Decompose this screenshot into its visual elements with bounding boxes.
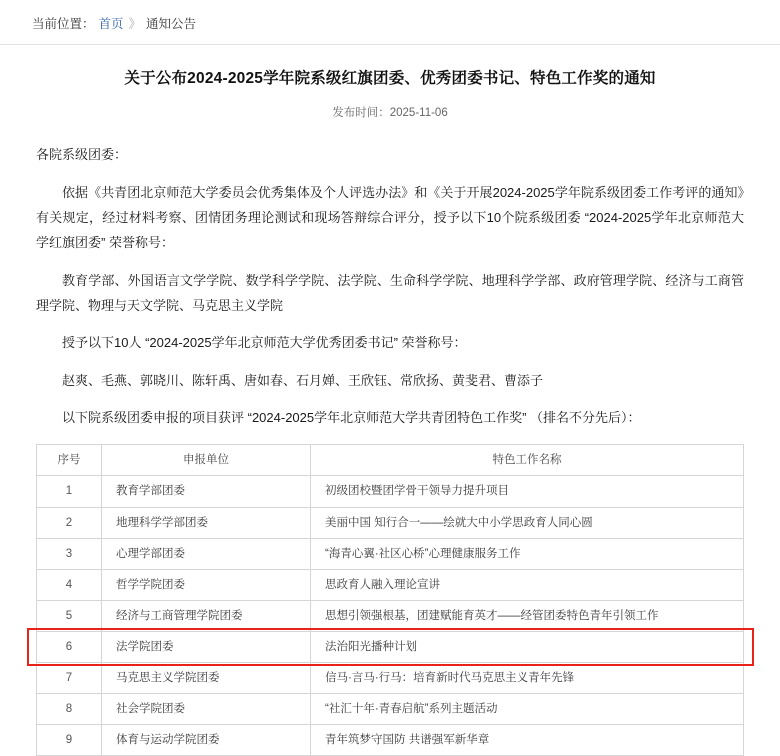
cell-project: 思政育人融入理论宣讲 — [311, 569, 744, 600]
paragraph-4: 赵爽、毛燕、郭晓川、陈轩禹、唐如春、石月婵、王欣钰、常欣扬、黄斐君、曹添子 — [62, 372, 544, 388]
cell-project: 信马·言马·行马：培育新时代马克思主义青年先锋 — [311, 663, 744, 694]
cell-project: “社汇十年·青春启航”系列主题活动 — [311, 694, 744, 725]
cell-index: 6 — [37, 631, 102, 662]
paragraph-3: 授予以下10人 “2024-2025学年北京师范大学优秀团委书记” 荣誉称号： — [62, 335, 467, 351]
cell-index: 8 — [37, 694, 102, 725]
cell-project: 法治阳光播种计划 — [311, 631, 744, 662]
table-header-row — [37, 445, 744, 476]
table-row — [37, 725, 744, 756]
table-row — [37, 476, 744, 507]
table-row-highlighted — [37, 631, 744, 662]
breadcrumb-separator: 》 — [128, 17, 142, 31]
cell-project: “海青心翼·社区心桥”心理健康服务工作 — [311, 538, 744, 569]
cell-unit: 地理科学学部团委 — [102, 507, 311, 538]
paragraph-1: 依据《共青团北京师范大学委员会优秀集体及个人评选办法》和《关于开展2024-2025学年院系级团委工作考评的通知》有关规定，经过材料考察、团情团务理论测试和现场答辩综合评分，授予以下10个院系级团委 “2024-2025学年北京师范大学红旗团委” 荣誉称号： — [36, 184, 744, 251]
table-header-unit: 申报单位 — [102, 445, 311, 476]
table-row — [37, 507, 744, 538]
cell-unit: 哲学学院团委 — [102, 569, 311, 600]
paragraph-2: 教育学部、外国语言文学学院、数学科学学院、法学院、生命科学学院、地理科学学部、政府管理学院、经济与工商管理学院、物理与天文学院、马克思主义学院 — [36, 272, 744, 313]
table-row — [37, 569, 744, 600]
breadcrumb-link-home[interactable]: 首页 — [98, 17, 124, 31]
cell-unit: 体育与运动学院团委 — [102, 725, 311, 756]
cell-index: 7 — [37, 663, 102, 694]
cell-index: 5 — [37, 600, 102, 631]
cell-project: 初级团校暨团学骨干领导力提升项目 — [311, 476, 744, 507]
table-row — [37, 663, 744, 694]
cell-unit: 社会学院团委 — [102, 694, 311, 725]
table-row — [37, 694, 744, 725]
breadcrumb-current: 通知公告 — [146, 17, 197, 31]
table-header-index: 序号 — [37, 445, 102, 476]
cell-project: 青年筑梦守国防 共谱强军新华章 — [311, 725, 744, 756]
publish-meta — [36, 104, 744, 120]
cell-project: 美丽中国 知行合一——绘就大中小学思政育人同心圆 — [311, 507, 744, 538]
cell-unit: 教育学部团委 — [102, 476, 311, 507]
breadcrumb-label: 当前位置： — [32, 17, 95, 31]
cell-unit: 心理学部团委 — [102, 538, 311, 569]
table-body — [37, 476, 744, 756]
cell-index: 2 — [37, 507, 102, 538]
paragraph-5: 以下院系级团委申报的项目获评 “2024-2025学年北京师范大学共青团特色工作奖” （排名不分先后）： — [62, 410, 641, 425]
cell-unit: 法学院团委 — [102, 631, 311, 662]
table-row — [37, 538, 744, 569]
cell-index: 1 — [37, 476, 102, 507]
award-table — [36, 444, 744, 756]
cell-unit: 经济与工商管理学院团委 — [102, 600, 311, 631]
salutation: 各院系级团委： — [36, 147, 128, 163]
cell-index: 4 — [37, 569, 102, 600]
cell-index: 9 — [37, 725, 102, 756]
table-row — [37, 600, 744, 631]
publish-time-label: 发布时间： — [332, 107, 390, 120]
publish-time-value: 2025-11-06 — [389, 107, 448, 120]
breadcrumb — [0, 0, 780, 42]
table-head — [37, 445, 744, 476]
page-title: 关于公布2024-2025学年院系级红旗团委、优秀团委书记、特色工作奖的通知 — [124, 70, 656, 87]
breadcrumb-divider — [0, 44, 780, 45]
document-body — [0, 67, 780, 756]
table-header-project: 特色工作名称 — [311, 445, 744, 476]
cell-unit: 马克思主义学院团委 — [102, 663, 311, 694]
cell-index: 3 — [37, 538, 102, 569]
cell-project: 思想引领强根基，团建赋能育英才——经管团委特色青年引领工作 — [311, 600, 744, 631]
